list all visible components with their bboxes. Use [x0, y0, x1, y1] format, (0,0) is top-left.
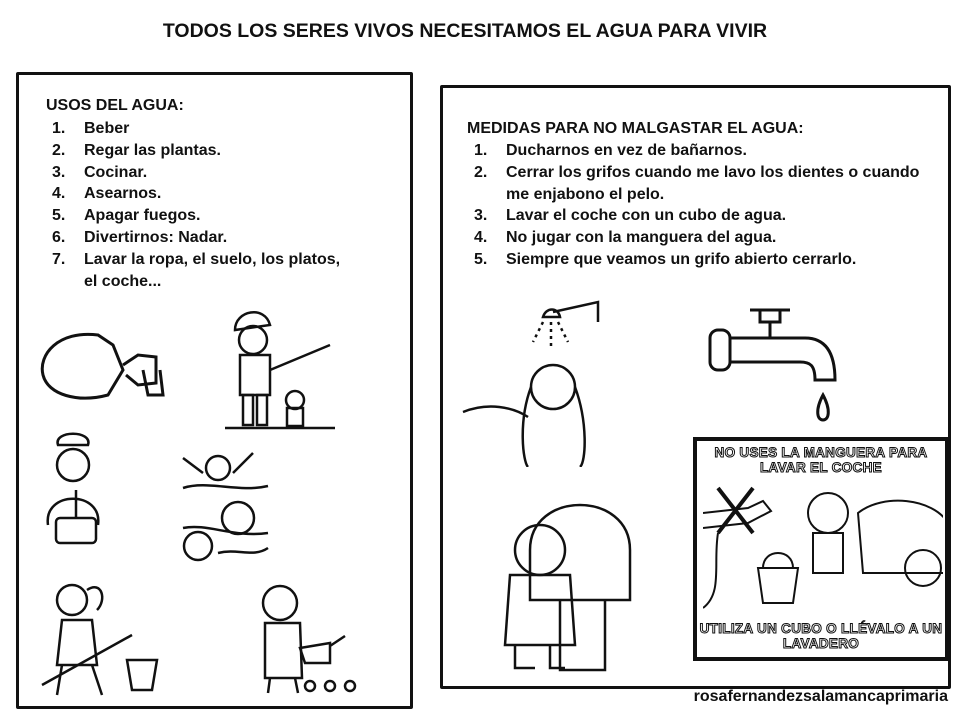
list-item: 3. Cocinar. [52, 163, 148, 181]
list-item: 7. Lavar la ropa, el suelo, los platos, el coche... [52, 250, 341, 290]
measures-list [464, 140, 934, 271]
measures-heading: MEDIDAS PARA NO MALGASTAR EL AGUA: [467, 120, 804, 137]
list-item: 5. Apagar fuegos. [52, 207, 201, 225]
uses-list [42, 118, 342, 292]
tap-illustration [705, 300, 840, 425]
washing-car-illustration [703, 473, 943, 613]
list-item: 2. Cerrar los grifos cuando me lavo los dientes o cuando me enjabono el pelo. [474, 163, 920, 203]
list-item: 1. Ducharnos en vez de bañarnos. [474, 142, 747, 159]
page-title: TODOS LOS SERES VIVOS NECESITAMOS EL AGUA PARA VIVIR [162, 20, 768, 42]
list-item: 5. Siempre que veamos un grifo abierto cerrarlo. [474, 250, 857, 268]
list-item: 1. Beber [52, 120, 130, 137]
poster-bottom-text: UTILIZA UN CUBO O LLÉVALO A UN LAVADERO [699, 621, 943, 651]
list-item: 4. Asearnos. [52, 185, 162, 203]
list-item: 6. Divertirnos: Nadar. [52, 228, 228, 246]
shower-illustration [458, 292, 613, 467]
list-item: 2. Regar las plantas. [52, 141, 221, 159]
cooking-illustration [38, 430, 118, 550]
watering-plants-illustration [240, 578, 380, 698]
hose-poster [693, 437, 949, 661]
brushing-teeth-illustration [490, 470, 650, 680]
author-credit: rosafernandezsalamancaprimaria [693, 688, 948, 705]
list-item: 4. No jugar con la manguera del agua. [474, 229, 777, 247]
uses-heading: USOS DEL AGUA: [46, 97, 184, 114]
poster-top-text: NO USES LA MANGUERA PARA LAVAR EL COCHE [714, 445, 928, 475]
drinking-illustration [38, 325, 168, 405]
firefighter-illustration [215, 300, 340, 440]
swimming-illustration [178, 448, 273, 568]
list-item: 3. Lavar el coche con un cubo de agua. [474, 207, 787, 225]
mopping-illustration [22, 575, 167, 700]
